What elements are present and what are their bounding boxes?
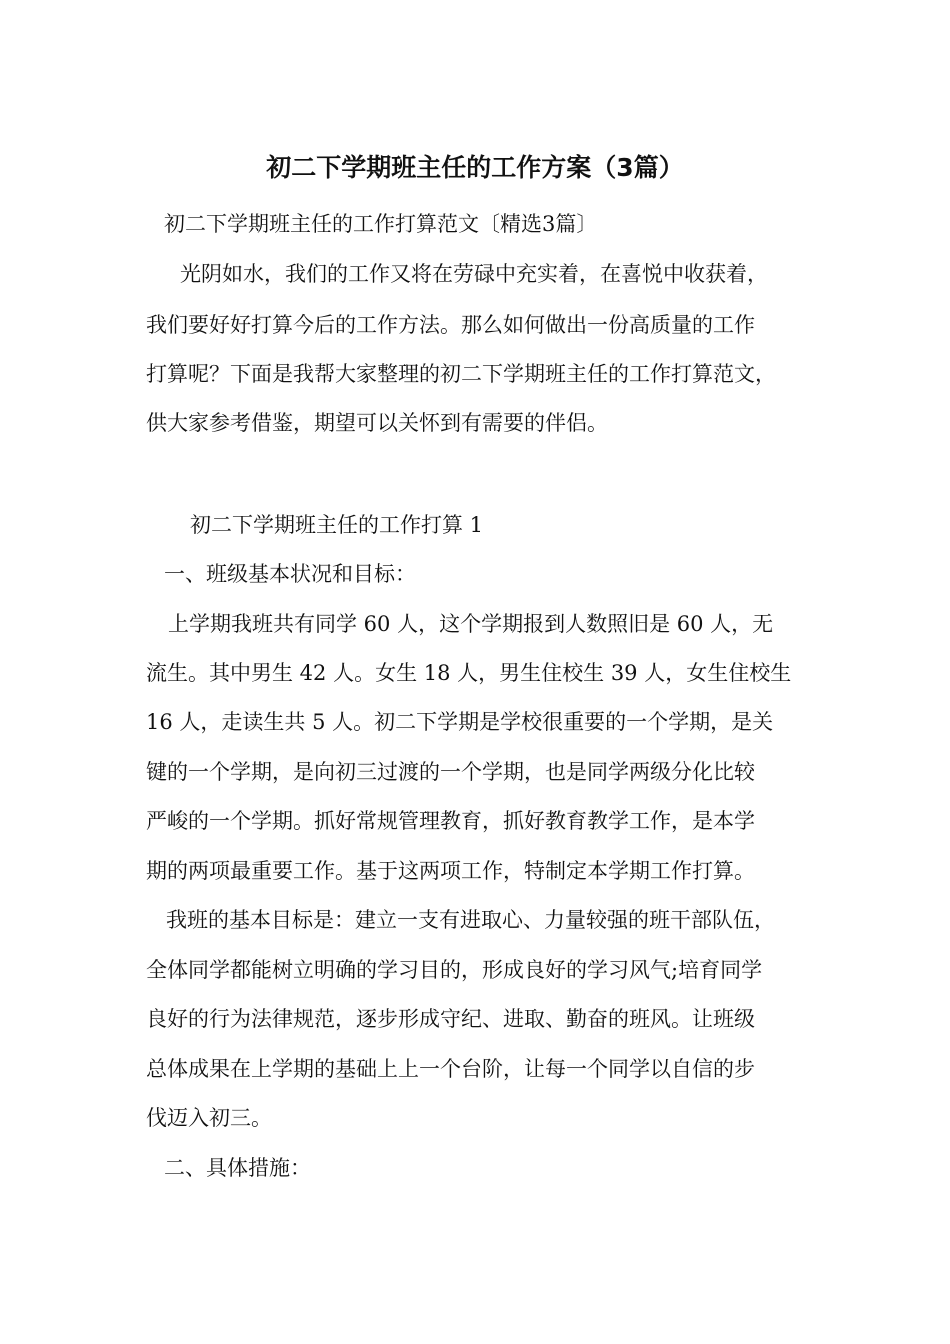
paragraph-line: 键的一个学期，是向初三过渡的一个学期，也是同学两级分化比较 (146, 760, 755, 784)
paragraph-line: 全体同学都能树立明确的学习目的，形成良好的学习风气;培育同学 (146, 958, 763, 982)
paragraph-line: 供大家参考借鉴，期望可以关怀到有需要的伴侣。 (146, 411, 608, 435)
paragraph-line: 打算呢？下面是我帮大家整理的初二下学期班主任的工作打算范文， (146, 362, 776, 386)
paragraph-line: 期的两项最重要工作。基于这两项工作，特制定本学期工作打算。 (146, 859, 755, 883)
paragraph-line: 我班的基本目标是：建立一支有进取心、力量较强的班干部队伍， (166, 908, 775, 932)
paragraph-line: 光阴如水，我们的工作又将在劳碌中充实着，在喜悦中收获着， (180, 262, 768, 286)
paragraph-line: 我们要好好打算今后的工作方法。那么如何做出一份高质量的工作 (146, 313, 755, 337)
paragraph-line: 严峻的一个学期。抓好常规管理教育，抓好教育教学工作，是本学 (146, 809, 755, 833)
paragraph-line: 总体成果在上学期的基础上上一个台阶，让每一个同学以自信的步 (146, 1057, 755, 1081)
paragraph-line: 16 人，走读生共 5 人。初二下学期是学校很重要的一个学期，是关 (146, 710, 774, 734)
paragraph-line: 上学期我班共有同学 60 人，这个学期报到人数照旧是 60 人，无 (168, 612, 774, 636)
paragraph-line: 良好的行为法律规范，逐步形成守纪、进取、勤奋的班风。让班级 (146, 1007, 755, 1031)
subsection-heading: 一、班级基本状况和目标： (164, 562, 416, 586)
document-title: 初二下学期班主任的工作方案（3篇） (266, 153, 684, 182)
subsection-heading: 二、具体措施： (164, 1156, 311, 1180)
subtitle-line: 初二下学期班主任的工作打算范文〔精选3篇〕 (164, 212, 598, 236)
section-heading: 初二下学期班主任的工作打算 1 (190, 513, 484, 537)
paragraph-line: 流生。其中男生 42 人。女生 18 人，男生住校生 39 人，女生住校生 (146, 661, 792, 685)
paragraph-line: 伐迈入初三。 (146, 1106, 272, 1130)
